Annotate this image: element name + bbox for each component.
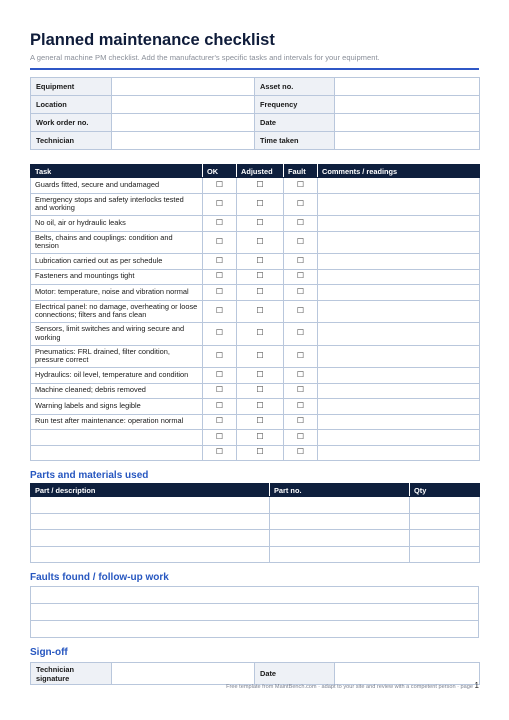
parts-heading: Parts and materials used <box>30 470 149 481</box>
work-order-label: Work order no. <box>31 114 112 132</box>
comments-field[interactable] <box>318 445 480 461</box>
task-row <box>31 383 480 399</box>
ok-checkbox[interactable]: ☐ <box>203 414 237 430</box>
comments-field[interactable] <box>318 414 480 430</box>
page-number: 1 <box>474 681 479 690</box>
page-subtitle: A general machine PM checklist. Add the manufacturer's specific tasks and intervals for your equipment. <box>30 53 380 62</box>
ok-checkbox[interactable]: ☐ <box>203 231 237 254</box>
ok-checkbox[interactable]: ☐ <box>203 323 237 346</box>
comments-field[interactable] <box>318 399 480 415</box>
fault-checkbox[interactable]: ☐ <box>284 399 318 415</box>
task-row <box>31 399 480 415</box>
adjusted-checkbox[interactable]: ☐ <box>237 231 284 254</box>
task-row <box>31 323 480 346</box>
info-table <box>30 77 480 150</box>
task-text: Guards fitted, secure and undamaged <box>31 178 203 194</box>
asset-no-label: Asset no. <box>255 78 335 96</box>
fault-checkbox[interactable]: ☐ <box>284 414 318 430</box>
tasks-body <box>31 178 480 461</box>
qty-header: Qty <box>410 484 480 497</box>
task-row <box>31 300 480 323</box>
part-no-header: Part no. <box>270 484 410 497</box>
adjusted-checkbox[interactable]: ☐ <box>237 430 284 446</box>
comments-field[interactable] <box>318 254 480 270</box>
ok-checkbox[interactable]: ☐ <box>203 368 237 384</box>
ok-checkbox[interactable]: ☐ <box>203 178 237 194</box>
fault-checkbox[interactable]: ☐ <box>284 430 318 446</box>
comments-field[interactable] <box>318 368 480 384</box>
location-field[interactable] <box>112 96 255 114</box>
task-row <box>31 430 480 446</box>
task-text <box>31 445 203 461</box>
equipment-field[interactable] <box>112 78 255 96</box>
task-row <box>31 231 480 254</box>
frequency-label: Frequency <box>255 96 335 114</box>
adjusted-checkbox[interactable]: ☐ <box>237 383 284 399</box>
comments-field[interactable] <box>318 216 480 232</box>
parts-row <box>31 530 480 547</box>
time-taken-field[interactable] <box>335 132 480 150</box>
task-row <box>31 445 480 461</box>
fault-checkbox[interactable]: ☐ <box>284 323 318 346</box>
technician-signature-label: Technician signature <box>31 663 112 685</box>
ok-checkbox[interactable]: ☐ <box>203 383 237 399</box>
task-text: Belts, chains and couplings: condition and tension <box>31 231 203 254</box>
title-rule <box>30 68 479 70</box>
part-description-field[interactable] <box>31 546 270 563</box>
ok-checkbox[interactable]: ☐ <box>203 193 237 216</box>
fault-header: Fault <box>284 165 318 178</box>
date-label: Date <box>255 114 335 132</box>
task-row <box>31 414 480 430</box>
asset-no-field[interactable] <box>335 78 480 96</box>
fault-checkbox[interactable]: ☐ <box>284 300 318 323</box>
faults-table <box>30 586 479 638</box>
fault-checkbox[interactable]: ☐ <box>284 269 318 285</box>
adjusted-checkbox[interactable]: ☐ <box>237 300 284 323</box>
fault-checkbox[interactable]: ☐ <box>284 368 318 384</box>
parts-row <box>31 497 480 514</box>
fault-checkbox[interactable]: ☐ <box>284 231 318 254</box>
part-description-field[interactable] <box>31 530 270 547</box>
task-text: Run test after maintenance: operation normal <box>31 414 203 430</box>
comments-field[interactable] <box>318 231 480 254</box>
work-order-field[interactable] <box>112 114 255 132</box>
ok-checkbox[interactable]: ☐ <box>203 445 237 461</box>
adjusted-checkbox[interactable]: ☐ <box>237 269 284 285</box>
task-row <box>31 216 480 232</box>
fault-checkbox[interactable]: ☐ <box>284 445 318 461</box>
task-text: Fasteners and mountings tight <box>31 269 203 285</box>
part-description-field[interactable] <box>31 497 270 514</box>
time-taken-label: Time taken <box>255 132 335 150</box>
adjusted-checkbox[interactable]: ☐ <box>237 445 284 461</box>
task-row <box>31 269 480 285</box>
task-row <box>31 285 480 301</box>
task-text <box>31 430 203 446</box>
task-row <box>31 193 480 216</box>
parts-row <box>31 513 480 530</box>
task-text: Electrical panel: no damage, overheating or loose connections; filters and fans clean <box>31 300 203 323</box>
adjusted-header: Adjusted <box>237 165 284 178</box>
task-text: Machine cleaned; debris removed <box>31 383 203 399</box>
parts-row <box>31 546 480 563</box>
fault-checkbox[interactable]: ☐ <box>284 216 318 232</box>
qty-field[interactable] <box>410 530 480 547</box>
part-no-field[interactable] <box>270 513 410 530</box>
comments-field[interactable] <box>318 345 480 368</box>
ok-checkbox[interactable]: ☐ <box>203 216 237 232</box>
technician-label: Technician <box>31 132 112 150</box>
adjusted-checkbox[interactable]: ☐ <box>237 193 284 216</box>
ok-checkbox[interactable]: ☐ <box>203 399 237 415</box>
frequency-field[interactable] <box>335 96 480 114</box>
adjusted-checkbox[interactable]: ☐ <box>237 323 284 346</box>
ok-header: OK <box>203 165 237 178</box>
part-no-field[interactable] <box>270 546 410 563</box>
faults-line[interactable] <box>31 621 479 638</box>
task-row <box>31 254 480 270</box>
faults-line[interactable] <box>31 587 479 604</box>
qty-field[interactable] <box>410 546 480 563</box>
comments-field[interactable] <box>318 285 480 301</box>
task-text: Motor: temperature, noise and vibration normal <box>31 285 203 301</box>
faults-line[interactable] <box>31 604 479 621</box>
qty-field[interactable] <box>410 497 480 514</box>
footer-text: Free template from MaintBench.com · adapt to your site and review with a competent person · page <box>226 684 473 690</box>
task-header: Task <box>31 165 203 178</box>
location-label: Location <box>31 96 112 114</box>
fault-checkbox[interactable]: ☐ <box>284 254 318 270</box>
task-row <box>31 345 480 368</box>
part-no-field[interactable] <box>270 530 410 547</box>
part-description-header: Part / description <box>31 484 270 497</box>
date-field[interactable] <box>335 114 480 132</box>
equipment-label: Equipment <box>31 78 112 96</box>
task-row <box>31 368 480 384</box>
parts-table <box>30 483 480 563</box>
task-text: No oil, air or hydraulic leaks <box>31 216 203 232</box>
part-no-field[interactable] <box>270 497 410 514</box>
adjusted-checkbox[interactable]: ☐ <box>237 285 284 301</box>
fault-checkbox[interactable]: ☐ <box>284 383 318 399</box>
task-text: Emergency stops and safety interlocks tested and working <box>31 193 203 216</box>
task-row <box>31 178 480 194</box>
task-text: Lubrication carried out as per schedule <box>31 254 203 270</box>
comments-field[interactable] <box>318 300 480 323</box>
task-text: Hydraulics: oil level, temperature and condition <box>31 368 203 384</box>
adjusted-checkbox[interactable]: ☐ <box>237 368 284 384</box>
ok-checkbox[interactable]: ☐ <box>203 430 237 446</box>
fault-checkbox[interactable]: ☐ <box>284 285 318 301</box>
comments-field[interactable] <box>318 383 480 399</box>
comments-field[interactable] <box>318 269 480 285</box>
ok-checkbox[interactable]: ☐ <box>203 285 237 301</box>
fault-checkbox[interactable]: ☐ <box>284 193 318 216</box>
page-title: Planned maintenance checklist <box>30 31 275 49</box>
tasks-table <box>30 164 480 461</box>
ok-checkbox[interactable]: ☐ <box>203 345 237 368</box>
ok-checkbox[interactable]: ☐ <box>203 269 237 285</box>
signoff-heading: Sign-off <box>30 647 68 658</box>
adjusted-checkbox[interactable]: ☐ <box>237 414 284 430</box>
comments-field[interactable] <box>318 323 480 346</box>
task-text: Sensors, limit switches and wiring secure and working <box>31 323 203 346</box>
ok-checkbox[interactable]: ☐ <box>203 254 237 270</box>
task-text: Warning labels and signs legible <box>31 399 203 415</box>
qty-field[interactable] <box>410 513 480 530</box>
comments-header: Comments / readings <box>318 165 480 178</box>
adjusted-checkbox[interactable]: ☐ <box>237 178 284 194</box>
checklist-page <box>30 30 479 685</box>
part-description-field[interactable] <box>31 513 270 530</box>
comments-field[interactable] <box>318 178 480 194</box>
task-text: Pneumatics: FRL drained, filter condition, pressure correct <box>31 345 203 368</box>
adjusted-checkbox[interactable]: ☐ <box>237 345 284 368</box>
ok-checkbox[interactable]: ☐ <box>203 300 237 323</box>
fault-checkbox[interactable]: ☐ <box>284 345 318 368</box>
comments-field[interactable] <box>318 193 480 216</box>
comments-field[interactable] <box>318 430 480 446</box>
adjusted-checkbox[interactable]: ☐ <box>237 254 284 270</box>
adjusted-checkbox[interactable]: ☐ <box>237 216 284 232</box>
adjusted-checkbox[interactable]: ☐ <box>237 399 284 415</box>
signoff-date-label: Date <box>255 663 335 685</box>
page-footer <box>226 681 479 690</box>
technician-field[interactable] <box>112 132 255 150</box>
faults-heading: Faults found / follow-up work <box>30 572 169 583</box>
fault-checkbox[interactable]: ☐ <box>284 178 318 194</box>
